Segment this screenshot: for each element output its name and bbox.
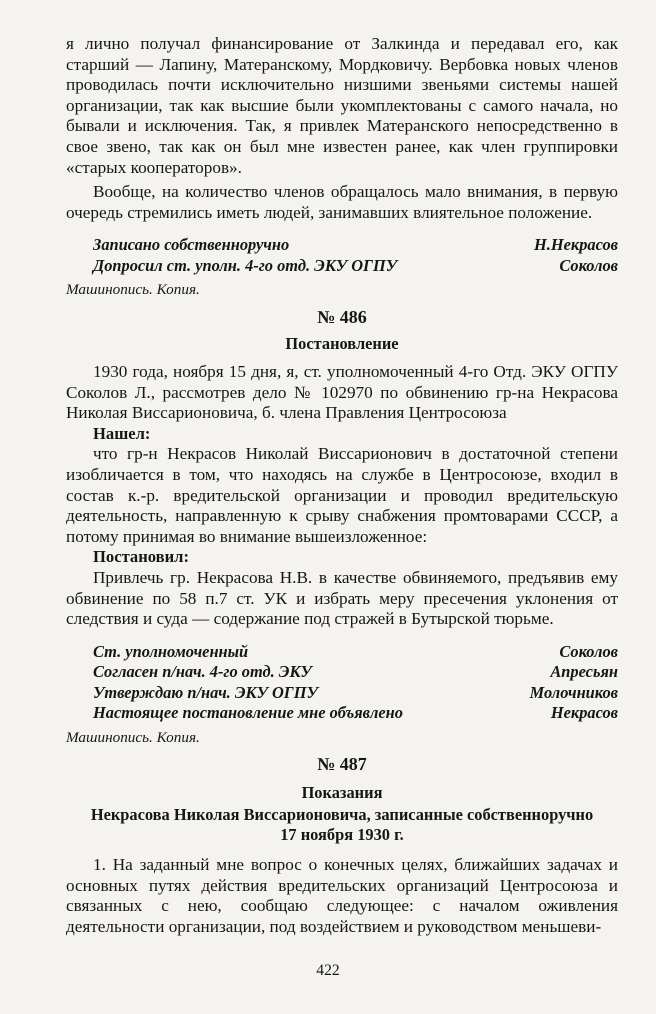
document-date: 17 ноября 1930 г.: [280, 825, 404, 844]
paragraph: 1930 года, ноября 15 дня, я, ст. уполномоченный 4-го Отд. ЭКУ ОГПУ Соколов Л., рассмотрев дело № 102970 по обвинению гр-на Некрасова Николая Виссарионовича, б. члена Правления Центросоюза: [66, 362, 618, 423]
document-487: [66, 753, 618, 937]
paragraph: Привлечь гр. Некрасова Н.В. в качестве обвиняемого, предъявив ему обвинение по 58 п.7 ст. УК и избрать меру пресечения уклонения от следствия и суда — содержание под стражей в Бутырской тюрьме.: [66, 567, 618, 629]
signature-line: [66, 662, 618, 683]
section-label-decided: Постановил:: [93, 547, 190, 567]
archival-note: Машинопись. Копия.: [66, 728, 200, 746]
document-title: Постановление: [285, 334, 399, 353]
signature-role: Записано собственноручно: [93, 235, 290, 255]
document-486: [66, 306, 618, 748]
signature-name: Н.Некрасов: [534, 235, 618, 255]
section-label-found: Нашел:: [93, 423, 151, 443]
signature-line: [66, 683, 618, 704]
document-title: Показания: [301, 783, 383, 802]
archival-note: Машинопись. Копия.: [66, 281, 200, 299]
signature-name: Соколов: [559, 255, 618, 275]
signature-line: [66, 256, 618, 277]
signature-name: Соколов: [559, 641, 618, 661]
signature-name: Молочников: [529, 682, 618, 702]
signature-role: Настоящее постановление мне объявлено: [93, 703, 403, 723]
document-number: № 487: [317, 754, 367, 774]
document-subtitle: Некрасова Николая Виссарионовича, записанные собственноручно: [90, 805, 594, 824]
intro-section: [66, 34, 618, 300]
signature-line: [66, 642, 618, 663]
signature-name: Некрасов: [550, 703, 618, 723]
paragraph: 1. На заданный мне вопрос о конечных целях, ближайших задачах и основных путях действия вредительских организаций Центросоюза и связанных с нею, сообщаю следующее: с началом оживления деятельности организации, под воздействием и руководством меньшеви-: [66, 855, 618, 936]
paragraph: я лично получал финансирование от Залкинда и передавал его, как старший — Лапину, Матеранскому, Мордковичу. Вербовка новых членов проводилась почти исключительно низшими звеньями системы нашей организации, так как высшие были укомплектованы с самого начала, но бывали и исключения. Так, я привлек Матеранского непосредственно в свое звено, так как он был мне известен ранее, как член группировки «старых кооператоров».: [66, 34, 618, 177]
document-number: № 486: [317, 307, 367, 327]
signature-role: Согласен п/нач. 4-го отд. ЭКУ: [93, 662, 312, 682]
signature-line: [66, 235, 618, 256]
signature-role: Ст. уполномоченный: [93, 641, 249, 661]
paragraph: что гр-н Некрасов Николай Виссарионович в достаточной степени изобличается в том, что находясь на службе в Центросоюзе, входил в состав к.-р. вредительской организации и проводил вредительскую деятельность, направленную к срыву снабжения промтоварами СССР, а потому принимая во внимание вышеизложенное:: [66, 444, 618, 546]
signature-line: [66, 703, 618, 724]
paragraph: Вообще, на количество членов обращалось мало внимания, в первую очередь стремились иметь людей, занимавших влиятельное положение.: [66, 182, 618, 222]
page-number: 422: [316, 962, 340, 979]
signature-name: Апресьян: [550, 662, 618, 682]
signature-role: Допросил ст. уполн. 4-го отд. ЭКУ ОГПУ: [93, 255, 398, 275]
signature-role: Утверждаю п/нач. ЭКУ ОГПУ: [93, 682, 318, 702]
